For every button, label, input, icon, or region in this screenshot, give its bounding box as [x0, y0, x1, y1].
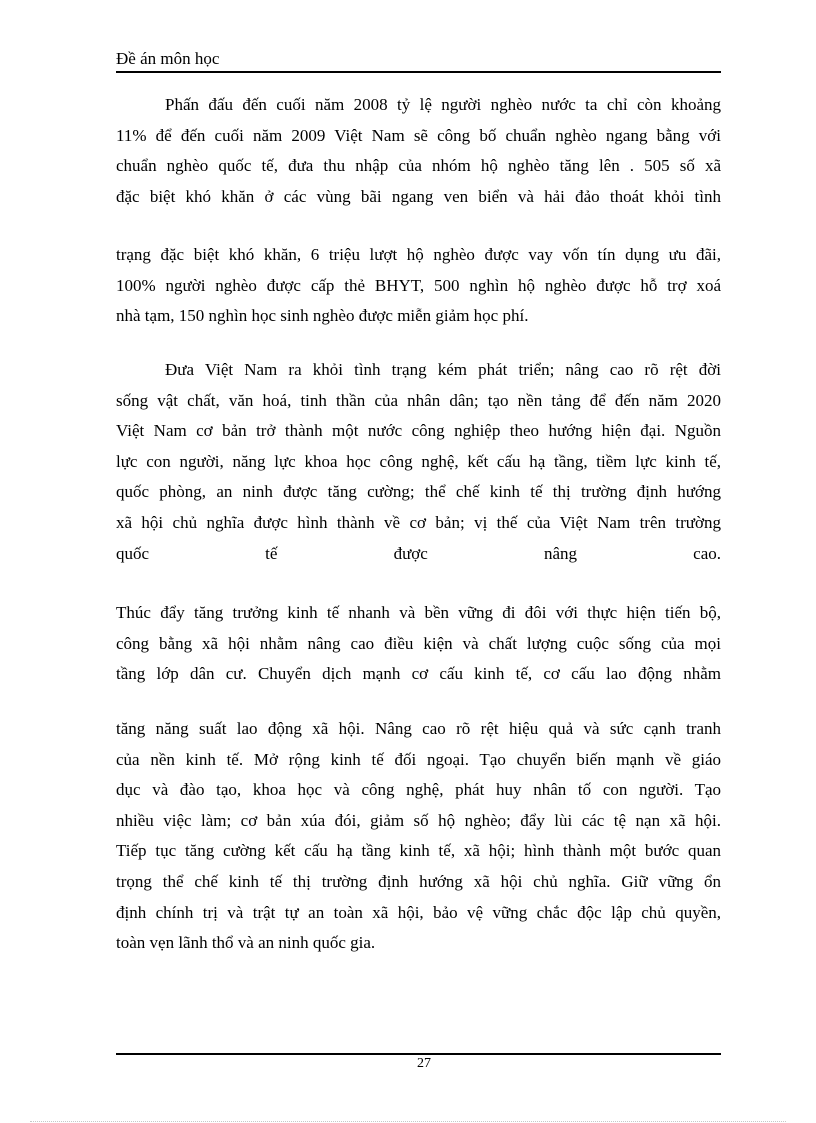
text-line: quốc phòng, an ninh được tăng cường; thể chế kinh tế thị trường định hướng: [116, 482, 721, 502]
text-line: nhiều việc làm; cơ bản xúa đói, giảm số hộ nghèo; đẩy lùi các tệ nạn xã hội.: [116, 810, 721, 830]
text-line: định chính trị và trật tự an toàn xã hội, bảo vệ vững chắc độc lập chủ quyền,: [116, 902, 721, 922]
paragraph-growth-strategy: [116, 598, 721, 690]
page-number: 27: [417, 1056, 431, 1071]
page-header-title: Đề án môn học: [116, 49, 220, 68]
text-line: toàn vẹn lãnh thổ và an ninh quốc gia.: [116, 933, 376, 953]
text-line: Phấn đấu đến cuối năm 2008 tỷ lệ người nghèo nước ta chỉ còn khoảng: [165, 95, 721, 114]
text-line: trọng thể chế kinh tế thị trường định hướng xã hội chủ nghĩa. Giữ vững ổn: [116, 871, 721, 891]
text-line: 100% người nghèo được cấp thẻ BHYT, 500 nghìn hộ nghèo được hỗ trợ xoá: [116, 275, 721, 295]
text-line: Việt Nam cơ bản trở thành một nước công nghiệp theo hướng hiện đại. Nguồn: [116, 421, 721, 441]
page-edge-divider: [30, 1121, 786, 1122]
text-line: tầng lớp dân cư. Chuyển dịch mạnh cơ cấu kinh tế, cơ cấu lao động nhằm: [116, 664, 721, 684]
text-line: sống vật chất, văn hoá, tinh thần của nhân dân; tạo nền tảng để đến năm 2020: [116, 390, 721, 410]
text-line: trạng đặc biệt khó khăn, 6 triệu lượt hộ nghèo được vay vốn tín dụng ưu đãi,: [116, 245, 721, 264]
text-line: chuẩn nghèo quốc tế, đưa thu nhập của nhóm hộ nghèo tăng lên . 505 số xã: [116, 156, 721, 176]
text-line: 11% để đến cuối năm 2009 Việt Nam sẽ công bố chuẩn nghèo ngang bằng với: [116, 125, 721, 145]
text-line: công bằng xã hội nhằm nâng cao điều kiện và chất lượng cuộc sống của mọi: [116, 633, 721, 653]
text-line: đặc biệt khó khăn ở các vùng bãi ngang ven biển và hải đảo thoát khỏi tình: [116, 186, 721, 206]
text-line: tăng năng suất lao động xã hội. Nâng cao rõ rệt hiệu quả và sức cạnh tranh: [116, 719, 721, 738]
text-line: dục và đào tạo, khoa học và công nghệ, phát huy nhân tố con người. Tạo: [116, 780, 721, 800]
text-line: quốc tế được nâng cao.: [116, 543, 721, 563]
paragraph-growth-continued: [116, 714, 721, 959]
header-divider: [116, 71, 721, 73]
text-line: Tiếp tục tăng cường kết cấu hạ tầng kinh tế, xã hội; hình thành một bước quan: [116, 841, 721, 861]
paragraph-poverty-target: [116, 90, 721, 212]
text-line: xã hội chủ nghĩa được hình thành về cơ bản; vị thế của Việt Nam trên trường: [116, 512, 721, 532]
paragraph-poverty-continued: [116, 240, 721, 332]
text-line: Đưa Việt Nam ra khỏi tình trạng kém phát triển; nâng cao rõ rệt đời: [165, 360, 721, 379]
text-line: của nền kinh tế. Mở rộng kinh tế đối ngoại. Tạo chuyển biến mạnh về giáo: [116, 749, 721, 769]
text-line: Thúc đẩy tăng trưởng kinh tế nhanh và bền vững đi đôi với thực hiện tiến bộ,: [116, 603, 721, 622]
paragraph-development-goals: [116, 355, 721, 569]
text-line: lực con người, năng lực khoa học công nghệ, kết cấu hạ tầng, tiềm lực kinh tế,: [116, 451, 721, 471]
text-line: nhà tạm, 150 nghìn học sinh nghèo được miễn giảm học phí.: [116, 306, 529, 326]
